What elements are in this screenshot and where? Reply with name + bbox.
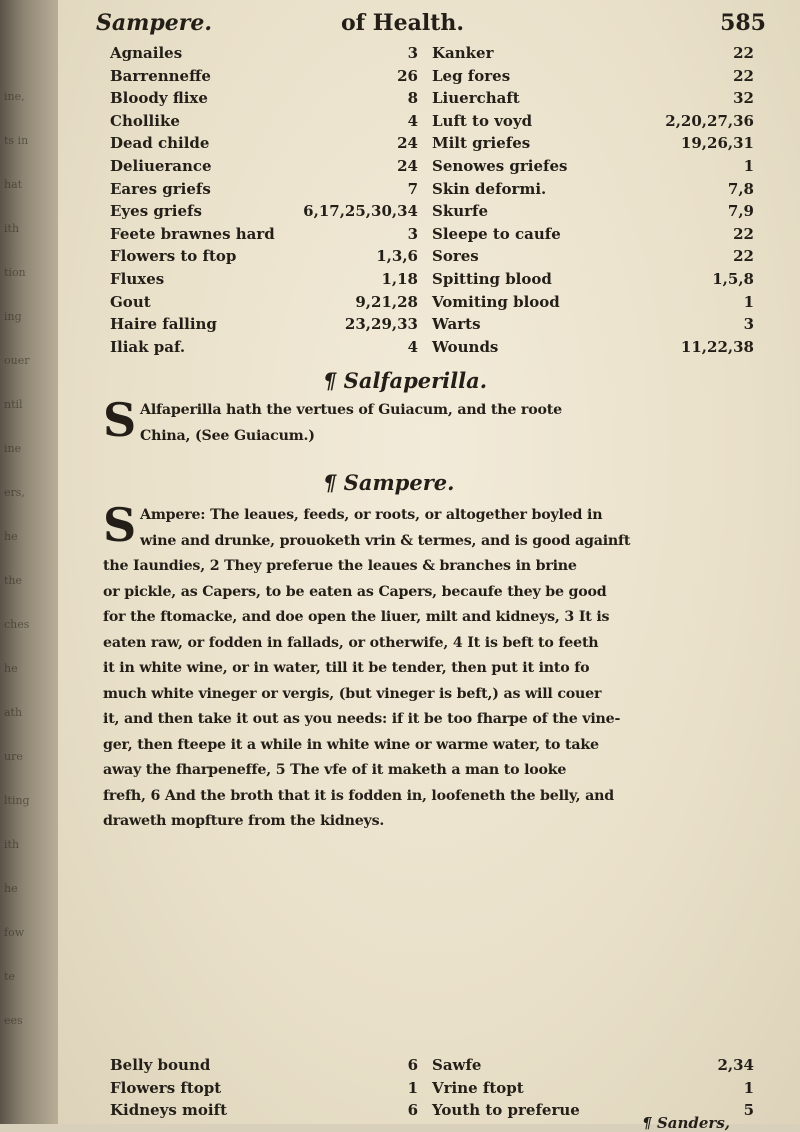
drop-cap: S xyxy=(103,393,137,447)
bleed-through-text: ith xyxy=(4,222,20,235)
index-refs: 8 xyxy=(407,89,418,108)
catchword: ¶ Sanders, xyxy=(642,1114,730,1132)
index-refs: 3 xyxy=(743,315,754,334)
bleed-through-text: the xyxy=(4,574,23,587)
section-title-salfaperilla: ¶ Salfaperilla. xyxy=(323,368,488,393)
index-refs: 23,29,33 xyxy=(344,315,418,334)
text-line: eaten raw, or fodden in fallads, or otherwife, 4 It is beft to feeth xyxy=(103,634,599,651)
index-row xyxy=(110,134,760,157)
text-line: for the ftomacke, and doe open the liuer, milt and kidneys, 3 It is xyxy=(103,609,610,625)
bleed-through-text: ers, xyxy=(4,486,25,499)
header-left: Sampere. xyxy=(96,10,213,36)
text-line: Alfaperilla hath the vertues of Guiacum, and the roote xyxy=(140,402,562,418)
index-refs: 1,5,8 xyxy=(712,269,754,288)
bleed-through-text: hat xyxy=(4,178,23,191)
index-term: Skurfe xyxy=(432,202,489,221)
index-row xyxy=(110,67,760,90)
header-title: of Health. xyxy=(341,10,465,36)
index-refs: 3 xyxy=(407,224,418,243)
index-row xyxy=(110,293,760,316)
text-line: away the fharpeneffe, 5 The vfe of it maketh a man to looke xyxy=(103,762,567,778)
index-row xyxy=(110,1079,760,1102)
index-term: Dead childe xyxy=(110,134,210,153)
index-term: Fluxes xyxy=(110,269,165,288)
text-line: wine and drunke, prouoketh vrin & termes, and is good againft xyxy=(140,532,631,549)
index-refs: 4 xyxy=(407,111,418,130)
bleed-through-text: ntil xyxy=(4,398,23,411)
index-refs: 22 xyxy=(733,66,754,85)
text-line: it, and then take it out as you needs: if it be too fharpe of the vine- xyxy=(103,711,621,727)
index-term: Senowes griefes xyxy=(432,156,568,175)
index-term: Gout xyxy=(110,292,151,311)
text-line: Ampere: The leaues, feeds, or roots, or altogether boyled in xyxy=(140,507,603,523)
index-refs: 7 xyxy=(407,179,418,198)
index-term: Wounds xyxy=(432,337,499,356)
page-number: 585 xyxy=(720,10,766,36)
bleed-through-text: te xyxy=(4,970,15,983)
index-term: Liuerchaft xyxy=(432,89,520,108)
index-row xyxy=(110,247,760,270)
bleed-through-text: he xyxy=(4,530,18,543)
index-refs: 32 xyxy=(733,89,754,108)
index-term: Vrine ftopt xyxy=(432,1078,524,1097)
index-refs: 2,20,27,36 xyxy=(665,111,754,130)
index-refs: 11,22,38 xyxy=(680,337,754,356)
text-line: China, (See Guiacum.) xyxy=(140,427,315,444)
running-header xyxy=(96,10,766,40)
index-term: Warts xyxy=(432,315,481,334)
index-term: Leg fores xyxy=(432,66,511,85)
bleed-through-text: lting xyxy=(4,794,30,807)
index-term: Eyes griefs xyxy=(110,202,202,221)
index-refs: 6 xyxy=(407,1056,418,1074)
index-term: Sores xyxy=(432,247,479,266)
index-refs: 1 xyxy=(407,1078,418,1097)
index-term: Bloody flixe xyxy=(110,89,208,108)
index-table-top xyxy=(110,44,760,360)
bleed-through-text: ine, xyxy=(4,90,25,103)
index-refs: 9,21,28 xyxy=(355,292,418,311)
bleed-through-text: ches xyxy=(4,618,30,631)
index-row xyxy=(110,44,760,67)
text-line: it in white wine, or in water, till it be tender, then put it into fo xyxy=(103,660,590,676)
text-line: ger, then fteepe it a while in white wine or warme water, to take xyxy=(103,736,599,753)
index-row xyxy=(110,225,760,248)
paragraph-sampere xyxy=(103,498,763,835)
index-row xyxy=(110,89,760,112)
index-row xyxy=(110,112,760,135)
index-term: Milt griefes xyxy=(432,134,531,153)
section-title-sampere: ¶ Sampere. xyxy=(323,470,455,495)
index-term: Luft to voyd xyxy=(432,111,533,130)
bleed-through-text: he xyxy=(4,662,18,675)
index-refs: 22 xyxy=(733,44,754,62)
index-refs: 24 xyxy=(397,134,418,153)
index-term: Flowers to ftop xyxy=(110,247,237,266)
bleed-through-text: ts in xyxy=(4,134,29,147)
text-line: draweth mopfture from the kidneys. xyxy=(103,813,385,829)
bleed-through-text: ith xyxy=(4,838,20,851)
index-row xyxy=(110,180,760,203)
index-term: Spitting blood xyxy=(432,269,552,288)
bleed-through-text: tion xyxy=(4,266,26,279)
index-term: Vomiting blood xyxy=(432,292,560,311)
index-term: Skin deformi. xyxy=(432,179,547,198)
index-refs: 5 xyxy=(743,1101,754,1120)
index-refs: 22 xyxy=(733,224,754,243)
index-refs: 19,26,31 xyxy=(680,134,754,153)
index-row xyxy=(110,157,760,180)
index-refs: 7,9 xyxy=(727,202,754,221)
index-term: Chollike xyxy=(110,111,180,130)
index-refs: 22 xyxy=(733,247,754,266)
index-term: Haire falling xyxy=(110,315,217,334)
index-row xyxy=(110,202,760,225)
index-term: Youth to preferue xyxy=(432,1101,580,1120)
index-refs: 26 xyxy=(397,66,418,85)
index-term: Barrenneffe xyxy=(110,66,211,85)
paragraph-salfaperilla xyxy=(103,393,763,449)
index-row xyxy=(110,338,760,361)
index-refs: 1,3,6 xyxy=(376,247,418,266)
bleed-through-text: fow xyxy=(4,926,25,939)
bleed-through-text: ine xyxy=(4,442,22,455)
index-refs: 4 xyxy=(407,337,418,356)
index-term: Iliak paf. xyxy=(110,337,186,356)
index-refs: 3 xyxy=(407,44,418,62)
index-term: Agnailes xyxy=(110,44,183,62)
index-refs: 1 xyxy=(743,156,754,175)
index-row xyxy=(110,315,760,338)
index-term: Sleepe to caufe xyxy=(432,224,561,243)
text-line: much white vineger or vergis, (but vineger is beft,) as will couer xyxy=(103,685,602,702)
text-line: the Iaundies, 2 They preferue the leaues & branches in brine xyxy=(103,558,577,574)
index-refs: 6 xyxy=(407,1101,418,1120)
adjacent-page-edge xyxy=(0,0,58,1124)
bleed-through-text: ing xyxy=(4,310,22,323)
index-refs: 7,8 xyxy=(727,179,754,198)
text-line: or pickle, as Capers, to be eaten as Capers, becaufe they be good xyxy=(103,583,607,600)
bleed-through-text: ouer xyxy=(4,354,30,367)
index-term: Kanker xyxy=(432,44,494,62)
book-page xyxy=(58,0,800,1132)
bleed-through-text: ath xyxy=(4,706,23,719)
index-refs: 6,17,25,30,34 xyxy=(303,202,418,221)
index-refs: 2,34 xyxy=(717,1056,754,1074)
bleed-through-text: ees xyxy=(4,1014,23,1027)
index-term: Sawfe xyxy=(432,1056,482,1074)
index-row xyxy=(110,270,760,293)
index-row xyxy=(110,1056,760,1079)
index-term: Eares griefs xyxy=(110,179,211,198)
index-term: Deliuerance xyxy=(110,156,212,175)
bleed-through-text: ure xyxy=(4,750,23,763)
index-refs: 1 xyxy=(743,292,754,311)
index-term: Kidneys moift xyxy=(110,1101,228,1120)
index-refs: 1,18 xyxy=(381,269,418,288)
index-term: Feete brawnes hard xyxy=(110,224,275,243)
drop-cap: S xyxy=(103,498,137,552)
index-term: Flowers ftopt xyxy=(110,1078,222,1097)
index-refs: 1 xyxy=(743,1078,754,1097)
index-term: Belly bound xyxy=(110,1056,211,1074)
bleed-through-text: he xyxy=(4,882,18,895)
index-refs: 24 xyxy=(397,156,418,175)
text-line: frefh, 6 And the broth that it is fodden in, loofeneth the belly, and xyxy=(103,787,614,804)
